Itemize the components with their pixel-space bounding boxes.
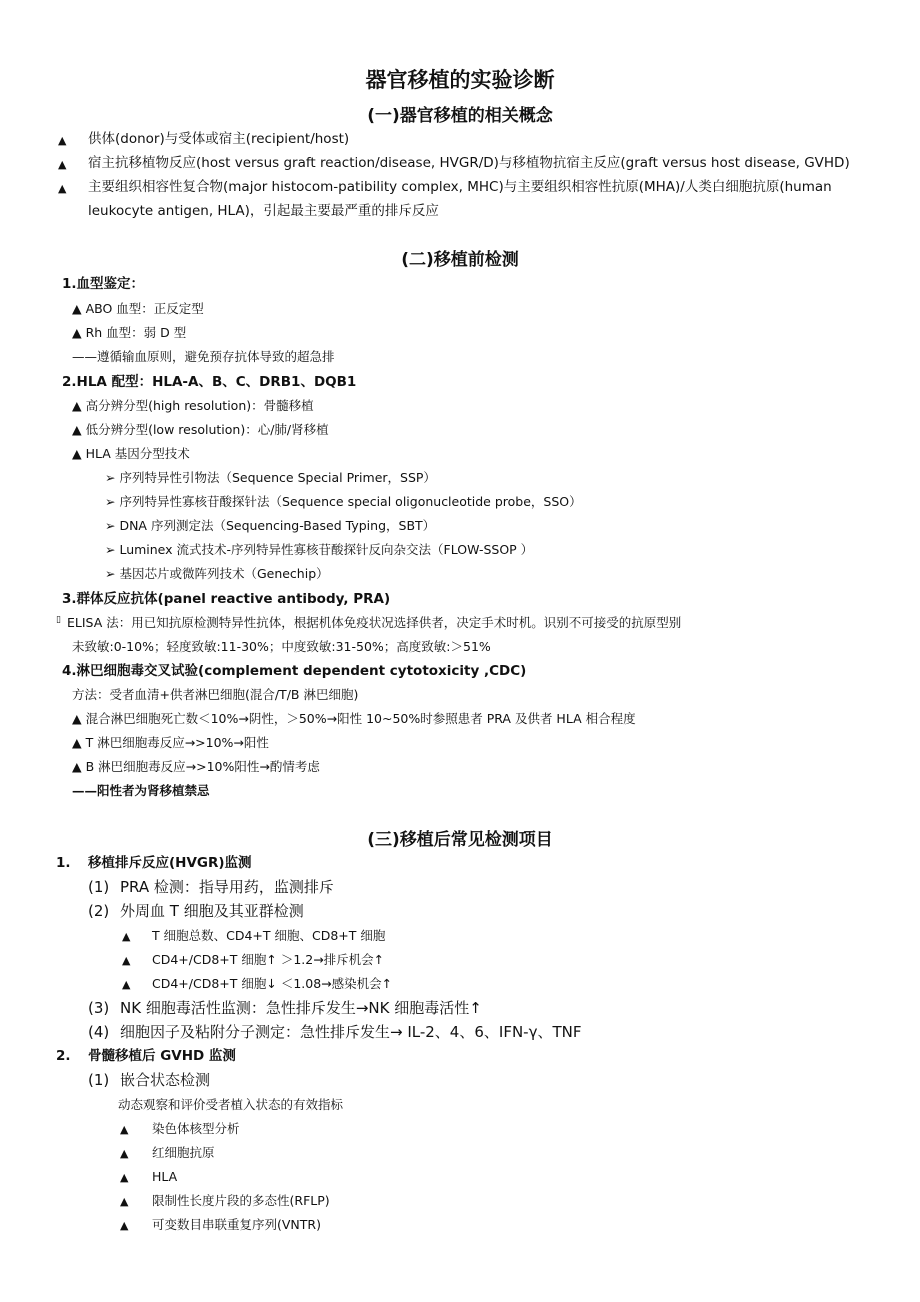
bullet-icon: ▲ (120, 1123, 129, 1136)
hla-method: ➢ 基因芯片或微阵列技术（Genechip） (105, 566, 329, 581)
pra-levels: 未致敏:0-10%；轻度致敏:11-30%；中度致敏:31-50%；高度致敏:＞51% (72, 639, 491, 654)
hla-item: ▲ HLA 基因分型技术 (72, 446, 190, 461)
hvgr-monitoring-title: 移植排斥反应(HVGR)监测 (88, 855, 252, 871)
chimerism-item: 染色体核型分析 (152, 1121, 240, 1136)
cytokine-monitoring: 细胞因子及粘附分子测定：急性排斥发生→ IL-2、4、6、IFN-γ、TNF (120, 1023, 582, 1041)
hla-method: ➢ DNA 序列测定法（Sequencing-Based Typing，SBT） (105, 518, 436, 533)
bullet-icon: ▲ (120, 1171, 129, 1184)
hla-method: ➢ 序列特异性寡核苷酸探针法（Sequence special oligonucleotide probe，SSO） (105, 494, 582, 509)
pra-detection: PRA 检测：指导用药，监测排斥 (120, 878, 334, 896)
chimerism-item: 限制性长度片段的多态性(RFLP) (152, 1193, 330, 1208)
blood-note: ——遵循输血原则，避免预存抗体导致的超急排 (72, 349, 335, 364)
pra-elisa: ELISA 法：用已知抗原检测特异性抗体，根据机体免疫状况选择供者，决定手术时机。识别不可接受的抗原型别 (67, 615, 682, 630)
chimerism-item: 可变数目串联重复序列(VNTR) (152, 1217, 321, 1232)
cdc-item: ▲ B 淋巴细胞毒反应→>10%阳性→酌情考虑 (72, 759, 320, 774)
chimerism-item: 红细胞抗原 (152, 1145, 215, 1160)
item-number: (1) (88, 878, 110, 896)
list-number: 2. (56, 1048, 71, 1064)
hla-item: ▲ 低分辨分型(low resolution)：心/肺/肾移植 (72, 422, 329, 437)
list-number: 1. (56, 855, 71, 871)
bullet-icon: ▲ (120, 1195, 129, 1208)
bullet-icon: ▲ (122, 978, 131, 991)
hla-item: ▲ 高分辨分型(high resolution)：骨髓移植 (72, 398, 314, 413)
concept-item: 主要组织相容性复合物(major histocom-patibility complex, MHC)与主要组织相容性抗原(MHA)/人类白细胞抗原(human (88, 179, 832, 195)
cdc-item: ▲ 混合淋巴细胞死亡数＜10%→阴性，＞50%→阳性 10~50%时参照患者 PRA 及供者 HLA 相合程度 (72, 711, 636, 726)
bullet-icon: ▲ (120, 1147, 129, 1160)
item-number: (3) (88, 999, 110, 1017)
page-title: 器官移植的实验诊断 (365, 68, 555, 92)
bullet-icon: ▲ (58, 182, 67, 195)
cdc-note: ——阳性者为肾移植禁忌 (72, 783, 210, 798)
section-2-heading: (二)移植前检测 (401, 250, 519, 270)
concept-item: 宿主抗移植物反应(host versus graft reaction/disease, HVGR/D)与移植物抗宿主反应(graft versus host disease, GVHD) (88, 155, 850, 171)
bullet-icon: ▲ (58, 134, 67, 147)
hla-method: ➢ Luminex 流式技术-序列特异性寡核苷酸探针反向杂交法（FLOW-SSOP ） (105, 542, 534, 557)
item-number: (2) (88, 902, 110, 920)
hla-title: 2.HLA 配型：HLA-A、B、C、DRB1、DQB1 (62, 374, 357, 390)
bullet-icon: ▲ (122, 954, 131, 967)
chimerism-note: 动态观察和评价受者植入状态的有效指标 (118, 1097, 344, 1112)
section-3-heading: (三)移植后常见检测项目 (367, 830, 553, 850)
item-number: (1) (88, 1071, 110, 1089)
tcell-item: T 细胞总数、CD4+T 细胞、CD8+T 细胞 (152, 928, 386, 943)
item-number: (4) (88, 1023, 110, 1041)
cdc-item: ▲ T 淋巴细胞毒反应→>10%→阳性 (72, 735, 269, 750)
tcell-detection: 外周血 T 细胞及其亚群检测 (120, 902, 304, 920)
blood-type-title: 1.血型鉴定： (62, 276, 145, 292)
cdc-title: 4.淋巴细胞毒交叉试验(complement dependent cytotoxicity ,CDC) (62, 663, 527, 679)
tcell-item: CD4+/CD8+T 细胞↑ ＞1.2→排斥机会↑ (152, 952, 385, 967)
bullet-icon: ▲ (58, 158, 67, 171)
tcell-item: CD4+/CD8+T 细胞↓ ＜1.08→感染机会↑ (152, 976, 393, 991)
box-icon: ▯ (56, 615, 61, 625)
pra-title: 3.群体反应抗体(panel reactive antibody, PRA) (62, 591, 391, 607)
chimerism-detection: 嵌合状态检测 (120, 1071, 211, 1089)
concept-item-continued: leukocyte antigen, HLA)，引起最主要最严重的排斥反应 (88, 203, 439, 219)
hla-method: ➢ 序列特异性引物法（Sequence Special Primer，SSP） (105, 470, 436, 485)
chimerism-item: HLA (152, 1169, 178, 1184)
cdc-method: 方法：受者血清+供者淋巴细胞(混合/T/B 淋巴细胞) (72, 687, 359, 702)
concept-item: 供体(donor)与受体或宿主(recipient/host) (88, 131, 350, 147)
section-1-heading: (一)器官移植的相关概念 (367, 106, 553, 126)
abo-item: ▲ ABO 血型：正反定型 (72, 301, 204, 316)
nk-monitoring: NK 细胞毒活性监测：急性排斥发生→NK 细胞毒活性↑ (120, 999, 482, 1017)
rh-item: ▲ Rh 血型：弱 D 型 (72, 325, 187, 340)
gvhd-monitoring-title: 骨髓移植后 GVHD 监测 (88, 1048, 236, 1064)
bullet-icon: ▲ (120, 1219, 129, 1232)
bullet-icon: ▲ (122, 930, 131, 943)
